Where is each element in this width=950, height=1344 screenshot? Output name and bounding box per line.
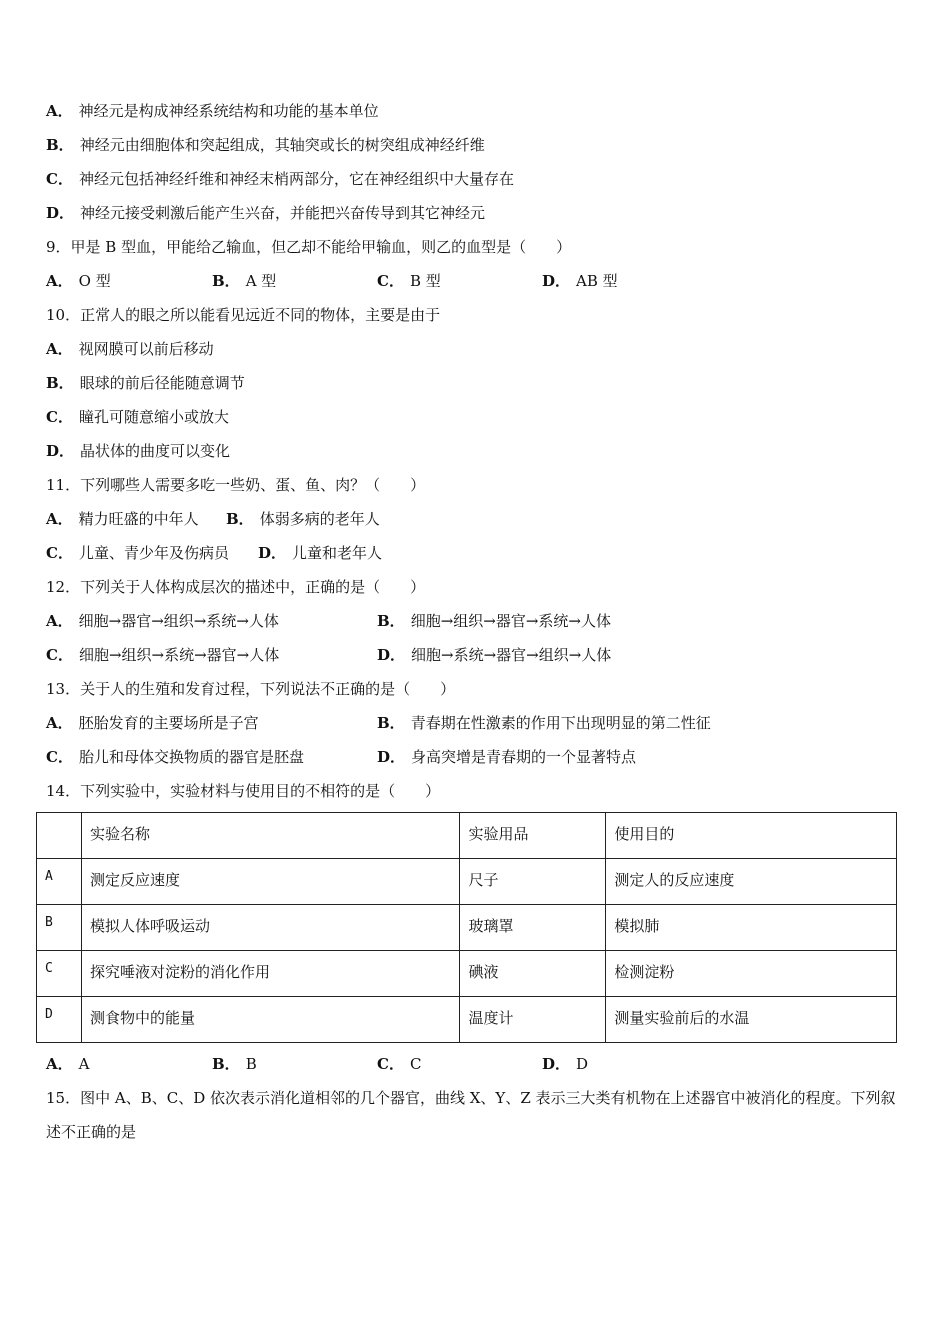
table-cell: D xyxy=(37,997,82,1043)
q8-option-a: A． 神经元是构成神经系统结构和功能的基本单位 xyxy=(46,102,379,120)
q11-option-b: B． 体弱多病的老年人 xyxy=(226,510,380,528)
q11-option-a: A． 精力旺盛的中年人 xyxy=(46,510,199,528)
q12-option-c: C． 细胞→组织→系统→器官→人体 xyxy=(46,646,280,664)
table-cell: 测定人的反应速度 xyxy=(606,859,897,905)
q12-option-b: B． 细胞→组织→器官→系统→人体 xyxy=(377,612,611,630)
table-row xyxy=(37,997,897,1043)
q13-option-a: A． 胚胎发育的主要场所是子宫 xyxy=(46,714,259,732)
table-cell: 测食物中的能量 xyxy=(81,997,460,1043)
q12-option-a: A． 细胞→器官→组织→系统→人体 xyxy=(46,612,279,630)
q10-option-a: A． 视网膜可以前后移动 xyxy=(46,340,214,358)
table-header-cell: 实验名称 xyxy=(81,813,460,859)
q12-stem: 12．下列关于人体构成层次的描述中，正确的是（ ） xyxy=(46,578,426,596)
table-row xyxy=(37,951,897,997)
table-header-cell: 实验用品 xyxy=(460,813,606,859)
q14-option-a: A． A xyxy=(46,1055,90,1073)
table-cell: 温度计 xyxy=(460,997,606,1043)
q13-option-d: D． 身高突增是青春期的一个显著特点 xyxy=(377,748,637,766)
q13-option-c: C． 胎儿和母体交换物质的器官是胚盘 xyxy=(46,748,304,766)
q10-stem: 10．正常人的眼之所以能看见远近不同的物体，主要是由于 xyxy=(46,306,441,324)
table-header-cell xyxy=(37,813,82,859)
table-cell: 测量实验前后的水温 xyxy=(606,997,897,1043)
q14-option-c: C． C xyxy=(377,1055,422,1073)
table-row xyxy=(37,905,897,951)
table-cell: 模拟肺 xyxy=(606,905,897,951)
q9-stem: 9．甲是 B 型血，甲能给乙输血，但乙却不能给甲输血，则乙的血型是（ ） xyxy=(46,238,572,256)
q8-option-b: B． 神经元由细胞体和突起组成，其轴突或长的树突组成神经纤维 xyxy=(46,136,485,154)
q14-option-b: B． B xyxy=(212,1055,257,1073)
q10-option-b: B． 眼球的前后径能随意调节 xyxy=(46,374,245,392)
q12-option-d: D． 细胞→系统→器官→组织→人体 xyxy=(377,646,612,664)
q14-option-d: D． D xyxy=(542,1055,589,1073)
q9-option-b: B． A 型 xyxy=(212,272,277,290)
table-header-cell: 使用目的 xyxy=(606,813,897,859)
table-row xyxy=(37,859,897,905)
table-header-row xyxy=(37,813,897,859)
table-cell: 检测淀粉 xyxy=(606,951,897,997)
table-cell: 尺子 xyxy=(460,859,606,905)
table-cell: B xyxy=(37,905,82,951)
q8-option-d: D． 神经元接受刺激后能产生兴奋，并能把兴奋传导到其它神经元 xyxy=(46,204,486,222)
q8-option-c: C． 神经元包括神经纤维和神经末梢两部分，它在神经组织中大量存在 xyxy=(46,170,514,188)
q10-option-d: D． 晶状体的曲度可以变化 xyxy=(46,442,231,460)
q15-stem: 15．图中 A、B、C、D 依次表示消化道相邻的几个器官，曲线 X、Y、Z 表示三大类有机物在上述器官中被消化的程度。下列叙述不正确的是 xyxy=(46,1089,896,1141)
q9-option-d: D． AB 型 xyxy=(542,272,618,290)
q13-option-b: B． 青春期在性激素的作用下出现明显的第二性征 xyxy=(377,714,711,732)
q10-option-c: C． 瞳孔可随意缩小或放大 xyxy=(46,408,229,426)
table-cell: 玻璃罩 xyxy=(460,905,606,951)
experiment-table xyxy=(36,812,897,1043)
table-cell: 测定反应速度 xyxy=(81,859,460,905)
q11-option-c: C． 儿童、青少年及伤病员 xyxy=(46,544,229,562)
table-cell: 碘液 xyxy=(460,951,606,997)
table-cell: 探究唾液对淀粉的消化作用 xyxy=(81,951,460,997)
q9-option-a: A． O 型 xyxy=(46,272,111,290)
table-cell: A xyxy=(37,859,82,905)
table-cell: 模拟人体呼吸运动 xyxy=(81,905,460,951)
q11-stem: 11．下列哪些人需要多吃一些奶、蛋、鱼、肉？（ ） xyxy=(46,476,426,494)
q13-stem: 13．关于人的生殖和发育过程，下列说法不正确的是（ ） xyxy=(46,680,456,698)
q9-option-c: C． B 型 xyxy=(377,272,441,290)
table-cell: C xyxy=(37,951,82,997)
q11-option-d: D． 儿童和老年人 xyxy=(258,544,383,562)
q14-stem: 14．下列实验中，实验材料与使用目的不相符的是（ ） xyxy=(46,782,441,800)
